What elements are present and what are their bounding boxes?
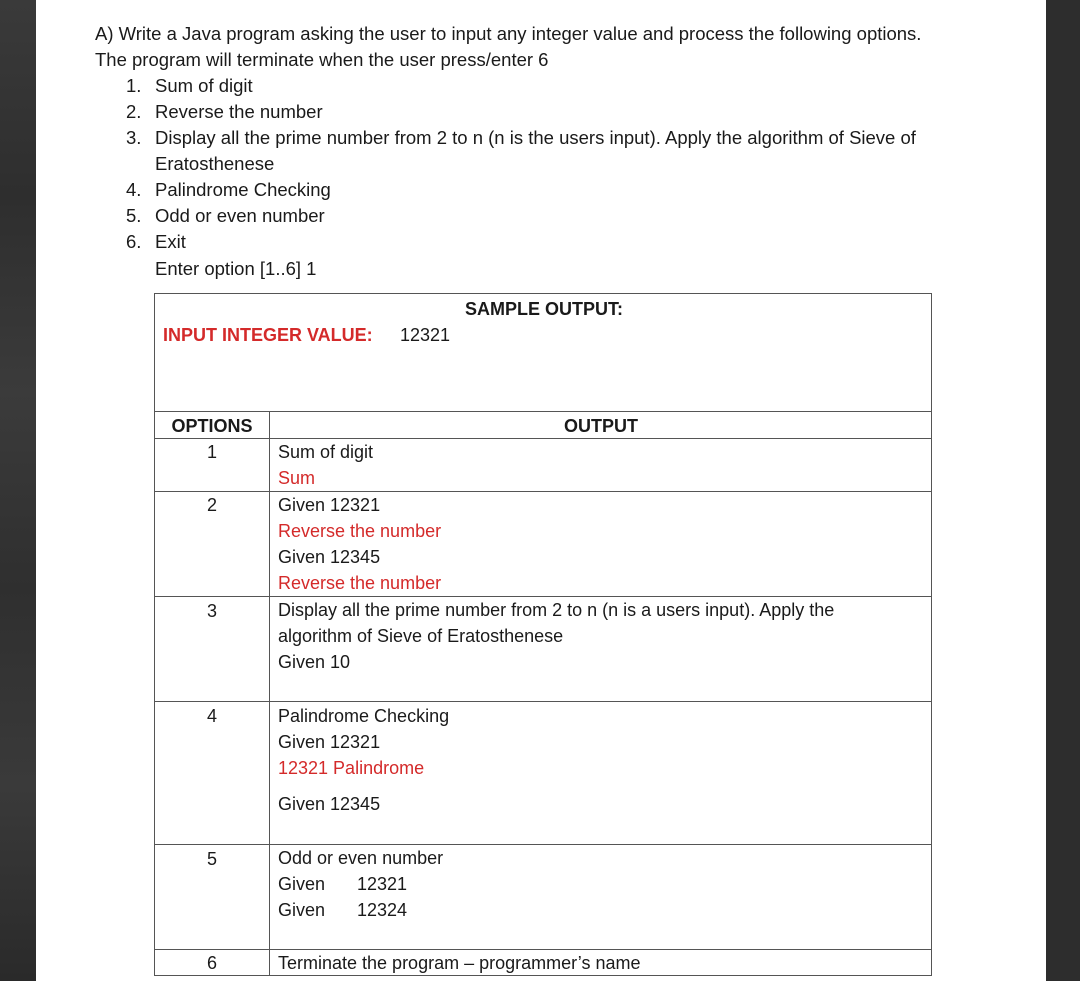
- divider: [155, 701, 931, 702]
- option-number: 1.: [126, 75, 142, 96]
- output-column-header: OUTPUT: [564, 416, 638, 436]
- output-line: Given 12345: [278, 794, 381, 814]
- output-line: Given 12321: [278, 732, 381, 752]
- option-number: 2.: [126, 101, 142, 122]
- option-cell: 1: [206, 442, 217, 462]
- option-text: Exit: [155, 231, 186, 252]
- options-column-header: OPTIONS: [171, 416, 253, 436]
- sample-output-table: [154, 293, 932, 976]
- output-line: Terminate the program – programmer’s name: [278, 953, 641, 973]
- output-line: Given: [278, 874, 326, 894]
- output-line: Display all the prime number from 2 to n (n is a users input). Apply the: [278, 600, 835, 620]
- sample-output-heading: SAMPLE OUTPUT:: [465, 299, 624, 319]
- option-cell: 3: [206, 601, 217, 621]
- output-line: Given 12345: [278, 547, 381, 567]
- divider: [155, 491, 931, 492]
- input-integer-label: INPUT INTEGER VALUE:: [163, 325, 373, 345]
- question-line-1: A) Write a Java program asking the user to input any integer value and process the following options.: [95, 23, 922, 44]
- output-line: Palindrome Checking: [278, 706, 450, 726]
- output-line: 12321: [357, 874, 408, 894]
- background-right: [1046, 0, 1080, 981]
- output-line: Reverse the number: [278, 521, 442, 541]
- output-line: Given 12321: [278, 495, 381, 515]
- output-line: Given 10: [278, 652, 351, 672]
- enter-option-prompt: Enter option [1..6] 1: [155, 258, 317, 279]
- output-line: Sum of digit: [278, 442, 374, 462]
- option-text: Sum of digit: [155, 75, 253, 96]
- output-line: 12321 Palindrome: [278, 758, 425, 778]
- output-line: Sum: [278, 468, 316, 488]
- option-cell: 5: [206, 849, 217, 869]
- option-text: Palindrome Checking: [155, 179, 331, 200]
- option-cell: 4: [206, 706, 217, 726]
- option-cell: 6: [206, 953, 217, 973]
- output-line: Given: [278, 900, 326, 920]
- input-integer-value: 12321: [400, 325, 451, 345]
- option-number: 4.: [126, 179, 142, 200]
- option-text: Display all the prime number from 2 to n (n is the users input). Apply the algorithm of Sieve of: [155, 127, 916, 148]
- divider: [155, 438, 931, 439]
- option-text-continued: Eratosthenese: [155, 153, 275, 174]
- output-line: algorithm of Sieve of Eratosthenese: [278, 626, 564, 646]
- option-number: 5.: [126, 205, 142, 226]
- document-page: [36, 0, 1046, 981]
- divider: [155, 844, 931, 845]
- option-cell: 2: [206, 495, 217, 515]
- divider: [155, 411, 931, 412]
- option-number: 6.: [126, 231, 142, 252]
- column-divider: [269, 412, 270, 975]
- option-number: 3.: [126, 127, 142, 148]
- output-line: Odd or even number: [278, 848, 444, 868]
- question-line-2: The program will terminate when the user press/enter 6: [95, 49, 549, 70]
- output-line: 12324: [357, 900, 408, 920]
- option-text: Odd or even number: [155, 205, 325, 226]
- output-line: Reverse the number: [278, 573, 442, 593]
- background-left: [0, 0, 36, 981]
- option-text: Reverse the number: [155, 101, 323, 122]
